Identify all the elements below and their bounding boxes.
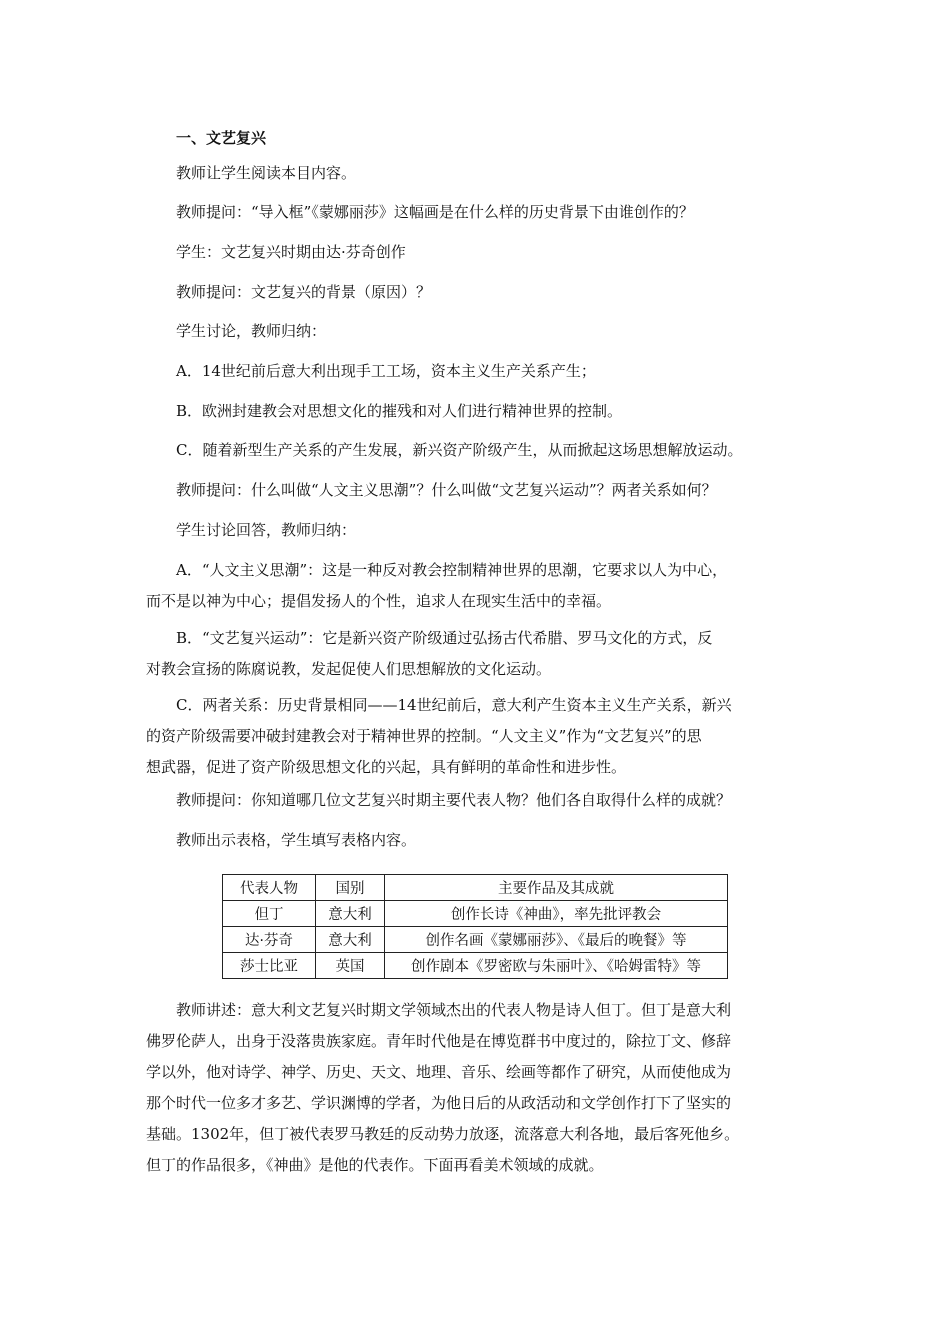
text-line: 学生讨论，教师归纳： [176,322,327,340]
text-line: B．欧洲封建教会对思想文化的摧残和对人们进行精神世界的控制。 [176,402,623,420]
table-header-cell: 主要作品及其成就 [385,875,728,901]
table-cell: 创作长诗《神曲》，率先批评教会 [385,901,728,927]
table-row [223,953,728,979]
paragraph-line: 教师讲述：意大利文艺复兴时期文学领域杰出的代表人物是诗人但丁。但丁是意大利 [176,1001,732,1019]
table-row [223,901,728,927]
text-line: 教师出示表格，学生填写表格内容。 [176,831,417,849]
text-line: 学生讨论回答，教师归纳： [176,521,357,539]
paragraph-b [146,630,818,692]
table-cell: 达·芬奇 [223,927,316,953]
paragraph-line: B．“文艺复兴运动”：它是新兴资产阶级通过弘扬古代希腊、罗马文化的方式，反 [176,629,713,647]
text-line: A．14世纪前后意大利出现手工工场，资本主义生产关系产生； [176,362,596,380]
table-cell: 意大利 [316,927,385,953]
paragraph-a [146,562,818,624]
text-line: 教师提问：什么叫做“人文主义思潮”？什么叫做“文艺复兴运动”？两者关系如何？ [176,481,717,499]
paragraph-line: 对教会宣扬的陈腐说教，发起促使人们思想解放的文化运动。 [146,660,552,678]
paragraph-line: 但丁的作品很多，《神曲》是他的代表作。下面再看美术领域的成就。 [146,1156,604,1174]
paragraph-line: A．“人文主义思潮”：这是一种反对教会控制精神世界的思潮，它要求以人为中心， [176,561,728,579]
table-row [223,927,728,953]
paragraph-line: 基础。1302年，但丁被代表罗马教廷的反动势力放逐，流落意大利各地，最后客死他乡。 [146,1125,740,1143]
text-line: C．随着新型生产关系的产生发展，新兴资产阶级产生，从而掀起这场思想解放运动。 [176,441,743,459]
table-header-row [223,875,728,901]
table-cell: 英国 [316,953,385,979]
paragraph-line: 那个时代一位多才多艺、学识渊博的学者，为他日后的从政活动和文学创作打下了坚实的 [146,1094,732,1112]
paragraph-line: 佛罗伦萨人，出身于没落贵族家庭。青年时代他是在博览群书中度过的，除拉丁文、修辞 [146,1032,732,1050]
text-line: 学生：文艺复兴时期由达·芬奇创作 [176,243,406,261]
paragraph-line: 而不是以神为中心；提倡发扬人的个性，追求人在现实生活中的幸福。 [146,592,612,610]
text-line: 教师提问：“导入框”《蒙娜丽莎》这幅画是在什么样的历史背景下由谁创作的？ [176,203,694,221]
table-cell: 但丁 [223,901,316,927]
table-cell: 创作剧本《罗密欧与朱丽叶》、《哈姆雷特》等 [385,953,728,979]
table-cell: 莎士比亚 [223,953,316,979]
table-cell: 意大利 [316,901,385,927]
table-cell: 创作名画《蒙娜丽莎》、《最后的晚餐》等 [385,927,728,953]
paragraph-c [146,697,818,790]
paragraph-line: C．两者关系：历史背景相同——14世纪前后，意大利产生资本主义生产关系，新兴 [176,696,732,714]
artists-table [222,874,728,979]
text-line: 教师提问：你知道哪几位文艺复兴时期主要代表人物？他们各自取得什么样的成就？ [176,791,732,809]
text-line: 教师让学生阅读本目内容。 [176,164,357,182]
table-header-cell: 代表人物 [223,875,316,901]
paragraph-line: 学以外，他对诗学、神学、历史、天文、地理、音乐、绘画等都作了研究，从而使他成为 [146,1063,732,1081]
paragraph-line: 的资产阶级需要冲破封建教会对于精神世界的控制。“人文主义”作为“文艺复兴”的思 [146,727,702,745]
text-line: 教师提问：文艺复兴的背景（原因）？ [176,283,432,301]
section-title: 一、文艺复兴 [176,129,267,147]
paragraph-line: 想武器，促进了资产阶级思想文化的兴起，具有鲜明的革命性和进步性。 [146,758,627,776]
table-header-cell: 国别 [316,875,385,901]
paragraph-d [146,1002,818,1188]
